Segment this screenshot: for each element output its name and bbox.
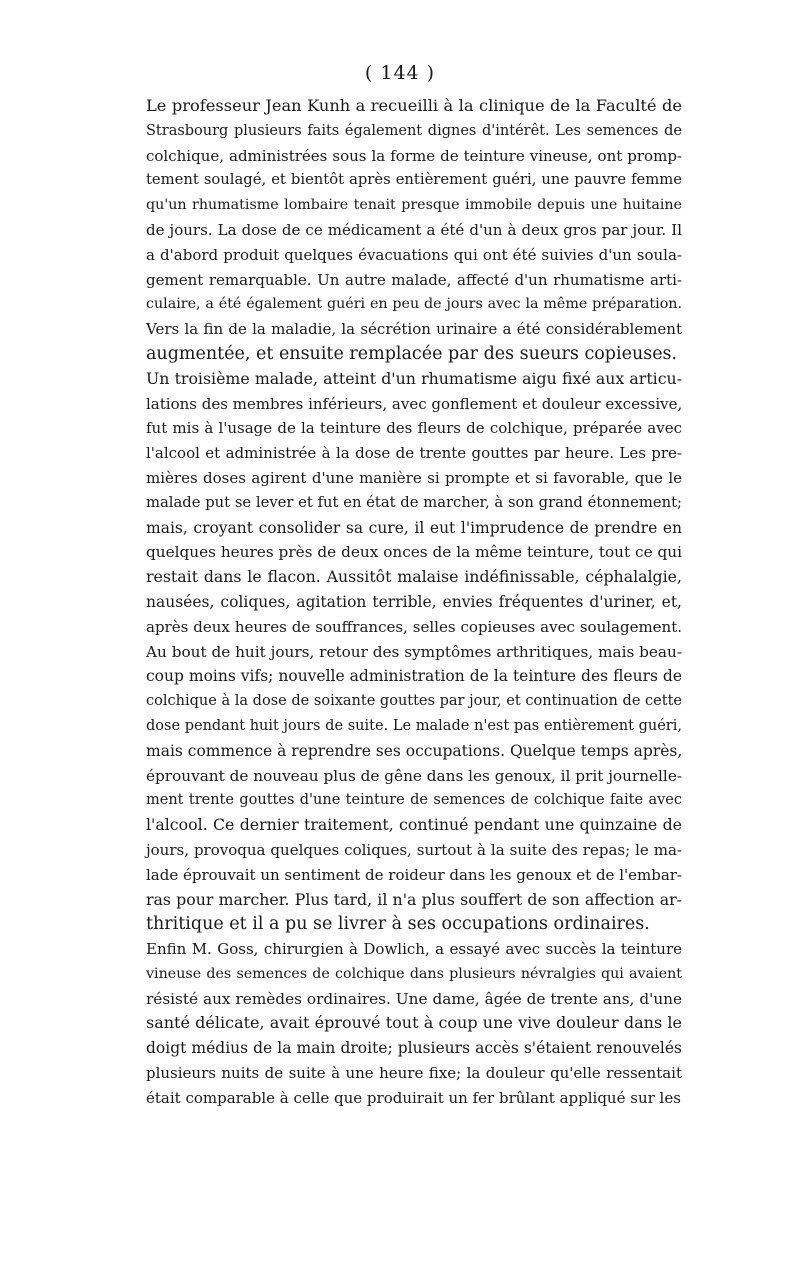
- paragraph-3: [146, 937, 682, 1111]
- text-line: mières doses agirent d'une manière si prompte et si favorable, que le: [146, 468, 682, 487]
- text-line: ras pour marcher. Plus tard, il n'a plus souffert de son affection ar-: [146, 889, 682, 909]
- text-line: Au bout de huit jours, retour des symptômes arthritiques, mais beau-: [146, 642, 682, 661]
- text-line: lations des membres inférieurs, avec gonflement et douleur excessive,: [146, 394, 683, 413]
- text-line: fut mis à l'usage de la teinture des fleurs de colchique, préparée avec: [146, 419, 682, 438]
- text-line: ment trente gouttes d'une teinture de semences de colchique faite avec: [146, 792, 682, 809]
- text-line: résisté aux remèdes ordinaires. Une dame, âgée de trente ans, d'une: [146, 989, 682, 1008]
- text-line: coup moins vifs; nouvelle administration de la teinture des fleurs de: [146, 667, 682, 686]
- body-text: [146, 94, 682, 1111]
- text-line: était comparable à celle que produirait un fer brûlant appliqué sur les: [146, 1088, 681, 1107]
- text-line: qu'un rhumatisme lombaire tenait presque immobile depuis une huitaine: [146, 197, 682, 214]
- text-line: augmentée, et ensuite remplacée par des sueurs copieuses.: [146, 343, 678, 364]
- text-line: gement remarquable. Un autre malade, affecté d'un rhumatisme arti-: [146, 270, 682, 289]
- paragraph-2: [146, 367, 682, 937]
- text-line: a d'abord produit quelques évacuations qui ont été suivies d'un soula-: [146, 245, 682, 264]
- text-line: quelques heures près de deux onces de la même teinture, tout ce qui: [146, 543, 682, 562]
- text-line: Enfin M. Goss, chirurgien à Dowlich, a essayé avec succès la teinture: [146, 940, 682, 959]
- text-line: Le professeur Jean Kunh a recueilli à la clinique de la Faculté de: [146, 96, 682, 115]
- text-line: l'alcool. Ce dernier traitement, continué pendant une quinzaine de: [146, 815, 682, 835]
- text-line: santé délicate, avait éprouvé tout à coup une vive douleur dans le: [146, 1013, 682, 1033]
- text-line: colchique, administrées sous la forme de teinture vineuse, ont promp-: [146, 146, 682, 165]
- text-line: Vers la fin de la maladie, la sécrétion urinaire a été considérablement: [146, 320, 682, 339]
- page-number: ( 144 ): [364, 62, 436, 84]
- text-line: nausées, coliques, agitation terrible, envies fréquentes d'uriner, et,: [146, 592, 682, 611]
- text-line: l'alcool et administrée à la dose de trente gouttes par heure. Les pre-: [146, 444, 682, 463]
- text-line: de jours. La dose de ce médicament a été d'un à deux gros par jour. Il: [146, 220, 682, 239]
- text-line: dose pendant huit jours de suite. Le malade n'est pas entièrement guéri,: [146, 717, 682, 734]
- text-line: restait dans le flacon. Aussitôt malaise indéfinissable, céphalalgie,: [146, 567, 682, 587]
- text-line: vineuse des semences de colchique dans plusieurs névralgies qui avaient: [146, 965, 682, 982]
- text-line: thritique et il a pu se livrer à ses occupations ordinaires.: [146, 914, 650, 935]
- text-line: après deux heures de souffrances, selles copieuses avec soulagement.: [146, 617, 682, 636]
- text-line: culaire, a été également guéri en peu de jours avec la même préparation.: [146, 296, 682, 313]
- text-line: plusieurs nuits de suite à une heure fixe; la douleur qu'elle ressentait: [146, 1064, 682, 1083]
- text-line: mais commence à reprendre ses occupations. Quelque temps après,: [146, 741, 683, 760]
- text-line: éprouvant de nouveau plus de gêne dans les genoux, il prit journelle-: [146, 766, 682, 785]
- text-line: jours, provoqua quelques coliques, surtout à la suite des repas; le ma-: [146, 840, 682, 859]
- text-line: lade éprouvait un sentiment de roideur dans les genoux et de l'embar-: [146, 865, 682, 884]
- text-line: Un troisième malade, atteint d'un rhumatisme aigu fixé aux articu-: [146, 368, 682, 388]
- paragraph-1: [146, 94, 682, 367]
- text-line: doigt médius de la main droite; plusieurs accès s'étaient renouvelés: [146, 1039, 682, 1058]
- text-line: malade put se lever et fut en état de marcher, à son grand étonnement;: [146, 493, 682, 511]
- text-line: Strasbourg plusieurs faits également dignes d'intérêt. Les semences de: [146, 122, 682, 139]
- text-line: tement soulagé, et bientôt après entièrement guéri, une pauvre femme: [146, 171, 682, 189]
- text-line: mais, croyant consolider sa cure, il eut l'imprudence de prendre en: [146, 518, 682, 537]
- text-line: colchique à la dose de soixante gouttes par jour, et continuation de cette: [146, 693, 682, 710]
